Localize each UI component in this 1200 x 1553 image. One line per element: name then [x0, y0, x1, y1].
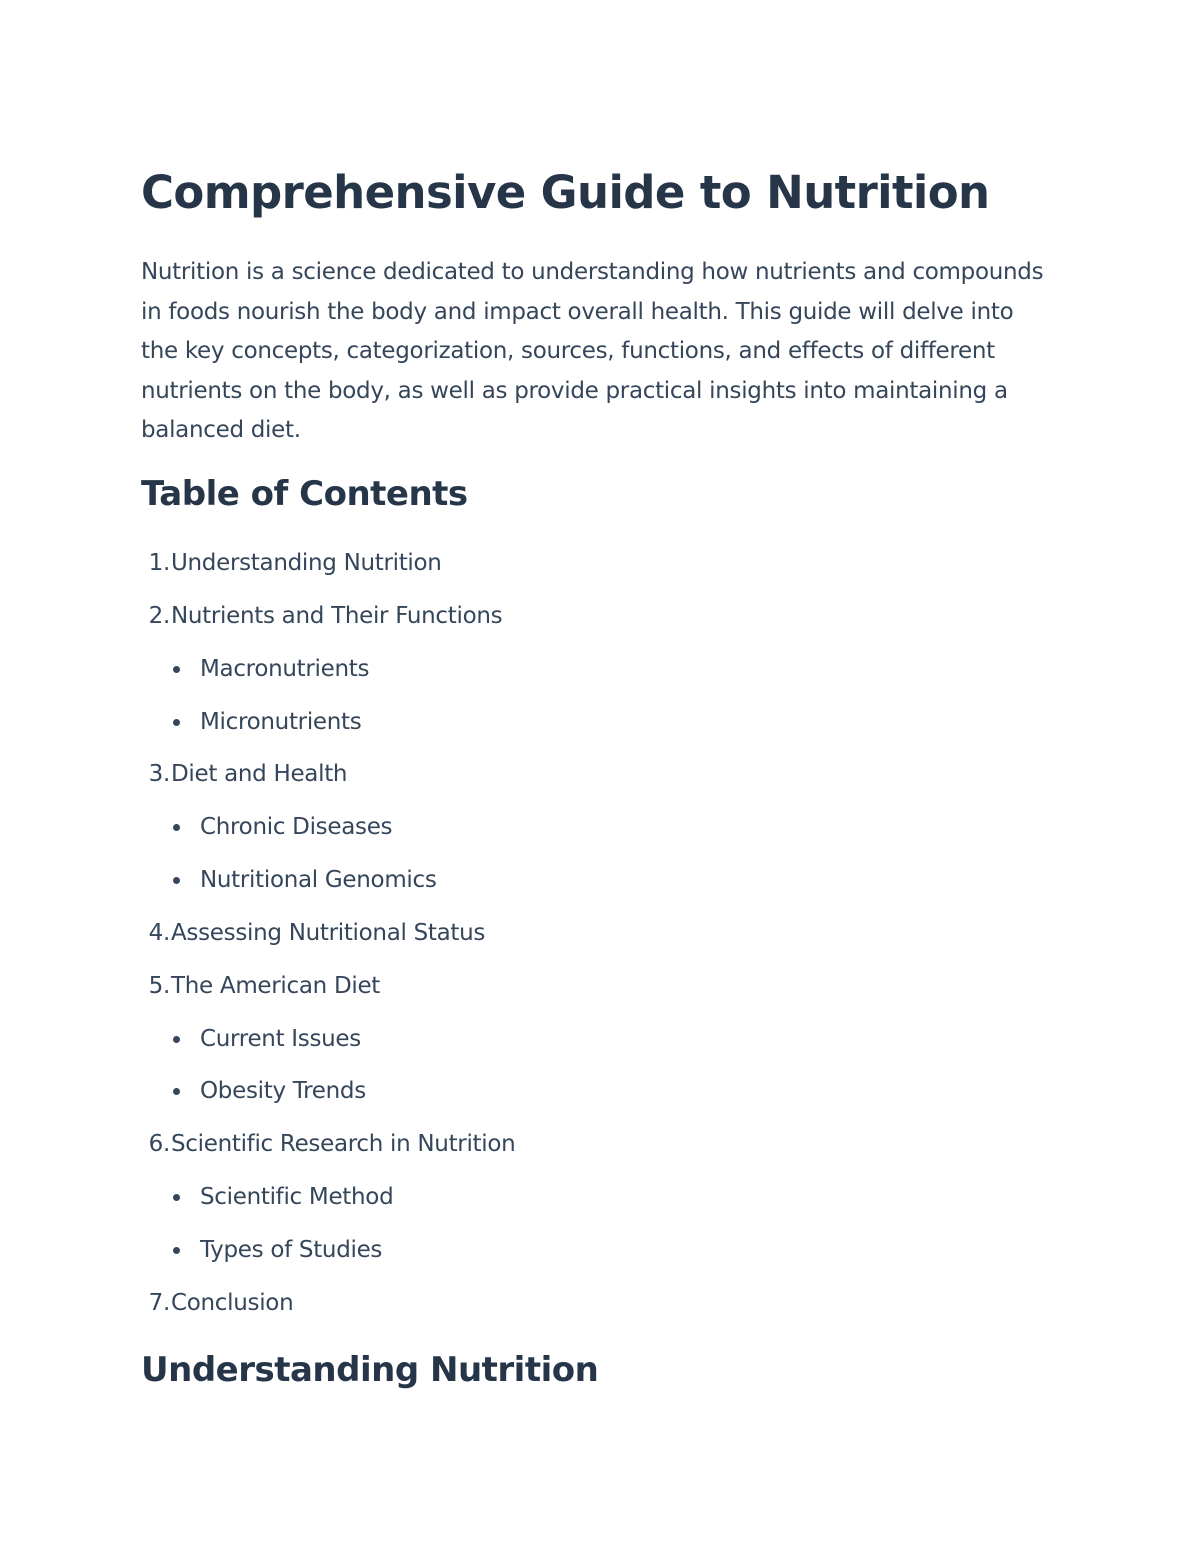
intro-paragraph: Nutrition is a science dedicated to understanding how nutrients and compounds in foods nourish the body and impact overall health. This guide will delve into the key concepts, categorization, sources, functions, and effects of different nutrients on the body, as well as provide practical insights into maintaining a balanced diet.	[141, 259, 1044, 444]
toc-item-label: Scientific Research in Nutrition	[171, 1131, 516, 1158]
bullet-icon	[173, 1088, 180, 1095]
toc-item-number: 2.	[148, 602, 170, 629]
toc-item-conclusion	[141, 1285, 1041, 1338]
bullet-icon	[173, 1194, 180, 1201]
toc-item-number: 3.	[148, 761, 170, 788]
toc-subitem-label: Scientific Method	[200, 1184, 394, 1211]
toc-item-number: 1.	[148, 550, 170, 576]
toc-subitem-label: Types of Studies	[200, 1236, 383, 1263]
toc-subitem-micronutrients	[141, 704, 1041, 757]
toc-subitem-obesity-trends	[141, 1073, 1041, 1126]
toc-item-nutrients-functions	[141, 598, 1041, 651]
toc-subitem-label: Micronutrients	[200, 708, 362, 735]
toc-item-label: Diet and Health	[171, 761, 348, 788]
toc-subitem-scientific-method	[141, 1179, 1041, 1232]
toc-subitem-chronic-diseases	[141, 809, 1041, 862]
toc-item-assessing-status	[141, 915, 1041, 968]
toc-item-number: 4.	[148, 919, 170, 946]
bullet-icon	[173, 877, 180, 884]
toc-subitem-macronutrients	[141, 651, 1041, 704]
toc-item-american-diet	[141, 968, 1041, 1021]
toc-subitem-label: Nutritional Genomics	[200, 867, 437, 894]
toc-subitem-label: Current Issues	[200, 1025, 361, 1052]
toc-item-label: Assessing Nutritional Status	[171, 919, 486, 946]
table-of-contents	[141, 545, 1041, 1338]
toc-item-label: Understanding Nutrition	[171, 550, 442, 576]
toc-item-number: 6.	[148, 1131, 170, 1158]
toc-item-label: Conclusion	[171, 1289, 294, 1316]
toc-subitem-current-issues	[141, 1021, 1041, 1074]
toc-item-label: Nutrients and Their Functions	[171, 602, 503, 629]
bullet-icon	[173, 824, 180, 831]
toc-subitem-nutritional-genomics	[141, 862, 1041, 915]
toc-item-number: 5.	[148, 972, 170, 999]
toc-item-label: The American Diet	[171, 972, 381, 999]
section-heading: Understanding Nutrition	[141, 1350, 599, 1390]
toc-item-scientific-research	[141, 1126, 1041, 1179]
toc-subitem-types-of-studies	[141, 1232, 1041, 1285]
bullet-icon	[173, 719, 180, 726]
toc-subitem-label: Obesity Trends	[200, 1078, 366, 1105]
toc-item-understanding-nutrition	[141, 545, 1041, 598]
toc-subitem-label: Chronic Diseases	[200, 814, 393, 841]
toc-item-number: 7.	[148, 1289, 170, 1316]
document-title: Comprehensive Guide to Nutrition	[141, 166, 990, 219]
bullet-icon	[173, 1247, 180, 1254]
bullet-icon	[173, 666, 180, 673]
bullet-icon	[173, 1036, 180, 1043]
toc-heading: Table of Contents	[141, 474, 468, 514]
toc-item-diet-health	[141, 756, 1041, 809]
toc-subitem-label: Macronutrients	[200, 655, 370, 682]
